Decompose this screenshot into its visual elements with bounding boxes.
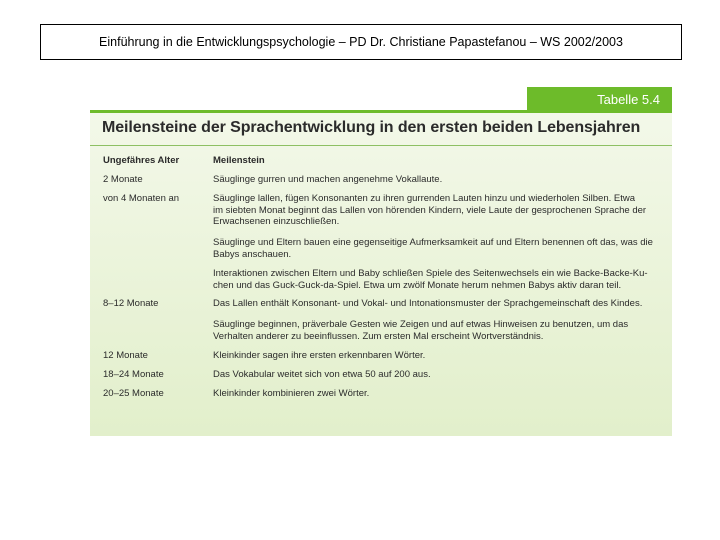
milestone-line: Kleinkinder kombinieren zwei Wörter. (213, 388, 370, 399)
row-milestone (213, 268, 663, 291)
row-age: 12 Monate (103, 350, 148, 361)
row-milestone (213, 193, 663, 228)
row-age: 8–12 Monate (103, 298, 159, 309)
column-header-age: Ungefähres Alter (103, 155, 180, 166)
column-header-milestone: Meilenstein (213, 155, 265, 166)
milestone-line: Säuglinge und Eltern bauen eine gegenseitige Aufmerksamkeit auf und Eltern benennen oft das, was die (213, 237, 653, 248)
row-age: 20–25 Monate (103, 388, 164, 399)
row-milestone (213, 237, 663, 260)
milestone-line: im siebten Monat beginnt das Lallen von hörenden Kindern, viele Laute der gesprochenen Sprache der (213, 204, 647, 216)
row-milestone (213, 388, 663, 400)
milestone-line: Säuglinge lallen, fügen Konsonanten zu ihren gurrenden Lauten hinzu und wiederholen Silben. Etwa (213, 193, 636, 204)
row-age: von 4 Monaten an (103, 193, 180, 204)
title-divider (90, 145, 672, 146)
milestone-line: Das Lallen enthält Konsonant- und Vokal- und Intonationsmuster der Sprachgemeinschaft des Kindes. (213, 298, 643, 309)
row-milestone (213, 298, 663, 310)
milestone-line: Das Vokabular weitet sich von etwa 50 auf 200 aus. (213, 369, 431, 380)
row-age: 2 Monate (103, 174, 143, 185)
row-milestone (213, 369, 663, 381)
row-milestone (213, 174, 663, 186)
milestone-line: Säuglinge gurren und machen angenehme Vokallaute. (213, 174, 443, 185)
milestone-line: Verhalten anderer zu beeinflussen. Zum ersten Mal erscheint Wortverständnis. (213, 330, 544, 342)
slide-header-text: Einführung in die Entwicklungspsychologie – PD Dr. Christiane Papastefanou – WS 2002/2003 (99, 35, 623, 49)
table-number-tab (527, 87, 672, 112)
row-age: 18–24 Monate (103, 369, 164, 380)
row-milestone (213, 350, 663, 362)
milestone-line: Kleinkinder sagen ihre ersten erkennbaren Wörter. (213, 350, 426, 361)
milestone-line: Interaktionen zwischen Eltern und Baby schließen Spiele des Seitenwechsels ein wie Backe-Backe-Ku- (213, 268, 648, 279)
table-title: Meilensteine der Sprachentwicklung in den ersten beiden Lebensjahren (102, 119, 641, 136)
milestone-line: Babys anschauen. (213, 248, 292, 260)
milestone-line: Erwachsenen einzuschließen. (213, 216, 340, 227)
milestone-line: Säuglinge beginnen, präverbale Gesten wie Zeigen und auf etwas Hinweisen zu benutzen, um das (213, 319, 629, 330)
table-number-label: Tabelle 5.4 (597, 92, 660, 107)
row-milestone (213, 319, 663, 342)
milestone-line: chen und das Guck-Guck-da-Spiel. Etwa um zwölf Monate herum nehmen Babys aktiv daran teil. (213, 279, 622, 291)
slide-header (40, 24, 682, 60)
